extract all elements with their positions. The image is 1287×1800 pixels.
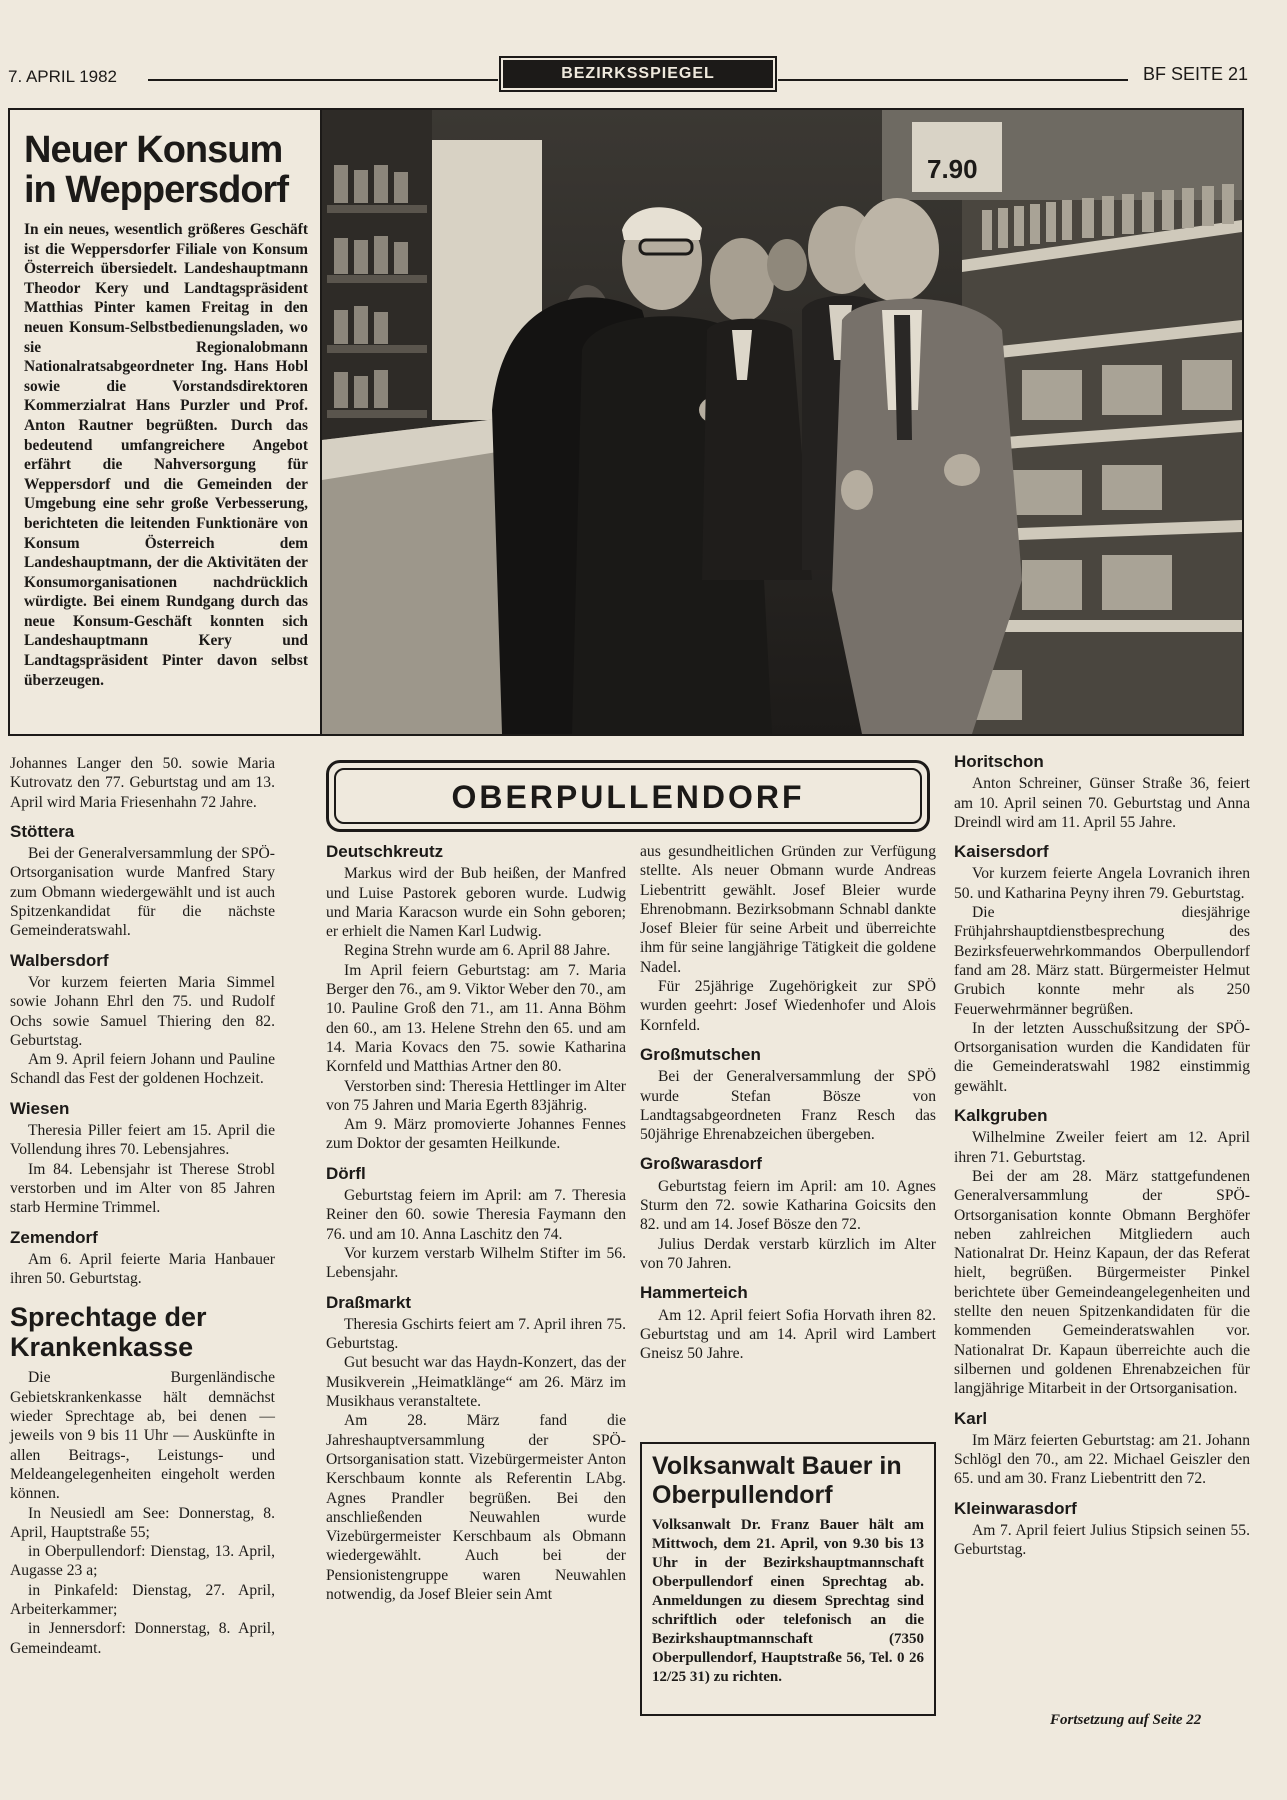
issue-date: 7. APRIL 1982 [8, 67, 118, 86]
paragraph: Im 84. Lebensjahr ist Therese Strobl verstorben und im Alter von 85 Jahren starb Hermine Trimmel. [10, 1160, 275, 1217]
heading-grossmutschen: Großmutschen [640, 1044, 761, 1064]
heading-walbersdorf: Walbersdorf [10, 950, 109, 970]
column-2 [326, 842, 626, 1604]
page-header [8, 58, 1248, 98]
paragraph: Theresia Gschirts feiert am 7. April ihren 75. Geburtstag. [326, 1315, 626, 1353]
paragraph: Am 28. März fand die Jahreshauptversammlung der SPÖ-Ortsorganisation statt. Vizebürgermeister Anton Kerschbaum konnte als Referentin LAbg. Agnes Prandler begrüßen. Bei den anschließenden Neuwahlen wurde Vizebürgermeister Kerschbaum als Obmann wiedergewählt. Auch bei der Pensionistengruppe waren Neuwahlen notwendig, da Josef Bleier sein Amt [326, 1412, 626, 1603]
paragraph: Julius Derdak verstarb kürzlich im Alter von 70 Jahren. [640, 1235, 936, 1272]
heading-zemendorf: Zemendorf [10, 1227, 98, 1247]
lead-body: In ein neues, wesentlich größeres Geschäft ist die Weppersdorfer Filiale von Konsum Österreich übersiedelt. Landeshauptmann Theodor Kery und Landtagspräsident Matthias Pinter kamen Freitag in den neuen Konsum-Selbstbedienungsladen, wo sie Regionalobmann Nationalratsabgeordneter Ing. Hans Hobl sowie die Vorstandsdirektoren Kommerzialrat Hans Purzler und Prof. Anton Rautner begrüßten. Durch das bedeutend umfangreichere Angebot erfährt die Nahversorgung für Weppersdorf und die Gemeinden der Umgebung eine sehr große Verbesserung, berichteten die leitenden Funktionäre von Konsum Österreich dem Landeshauptmann, der die Aktivitäten der Konsumorganisationen nachdrücklich würdigte. Bei einem Rundgang durch das neue Konsum-Geschäft konnten sich Landeshauptmann Kery und Landtagspräsident Pinter davon selbst überzeugen. [24, 221, 308, 689]
paragraph: Am 6. April feierte Maria Hanbauer ihren 50. Geburtstag. [10, 1250, 275, 1288]
paragraph: Die Burgenländische Gebietskrankenkasse hält demnächst wieder Sprechtage ab, bei denen — jeweils von 9 bis 11 Uhr — Auskünfte in allen Beitrags-, Leistungs- und Meldeangelegenheiten eingeholt werden können. [10, 1369, 275, 1503]
paragraph: Bei der am 28. März stattgefundenen Generalversammlung der SPÖ-Ortsorganisation konnte Obmann Berghöfer neben zahlreichen Mitgliedern auch Nationalrat Dr. Heinz Kapaun, der das Referat hielt, begrüßen. Bürgermeister Pinkel berichtete über Gemeindeangelegenheiten und stellte den neuen Spitzenkandidaten für die kommenden Gemeinderatswahlen vor. Nationalrat Dr. Kapaun überreichte auch die silbernen und goldenen Ehrenabzeichen für langjährige Mitarbeit in der Ortsorganisation. [954, 1167, 1250, 1398]
paragraph: Vor kurzem feierte Angela Lovranich ihren 50. und Katharina Peyny ihren 79. Geburtstag. [954, 865, 1250, 902]
heading-kalkgruben: Kalkgruben [954, 1106, 1048, 1126]
col1-intro: Johannes Langer den 50. sowie Maria Kutrovatz den 77. Geburtstag und am 13. April wird Maria Friesenhahn 72 Jahre. [10, 755, 275, 811]
paragraph: in Jennersdorf: Donnerstag, 8. April, Gemeindeamt. [10, 1620, 275, 1657]
paragraph: Die diesjährige Frühjahrshauptdienstbesprechung des Bezirksfeuerwehrkommandos Oberpullendorf fand am 28. März statt. Bürgermeister Helmut Grubich konnte mehr als 250 Feuerwehrmänner begrüßen. [954, 904, 1250, 1018]
heading-grosswarasdorf: Großwarasdorf [640, 1154, 762, 1174]
column-3 [640, 842, 936, 1363]
lead-article [10, 110, 322, 734]
volksanwalt-box [640, 1442, 936, 1716]
banner-title: OBERPULLENDORF [334, 768, 922, 824]
heading-horitschon: Horitschon [954, 752, 1044, 771]
paragraph: in Oberpullendorf: Dienstag, 13. April, Augasse 23 a; [10, 1543, 275, 1580]
paragraph: Geburtstag feiern im April: am 10. Agnes Sturm den 72. sowie Katharina Goicsits den 82. und am 14. Josef Bösze den 72. [640, 1177, 936, 1234]
heading-karl: Karl [954, 1408, 988, 1428]
header-rule-left [148, 79, 498, 81]
oberpullendorf-banner [326, 760, 930, 832]
store-photo-image [322, 110, 1242, 734]
paragraph: Vor kurzem verstarb Wilhelm Stifter im 56. Lebensjahr. [326, 1244, 626, 1282]
paragraph: Im April feiern Geburtstag: am 7. Maria Berger den 76., am 9. Viktor Weber den 70., am 10. Pauline Groß den 71., am 11. Anna Böhm den 60., am 13. Helene Strehn den 65. und am 14. Maria Kovacs den 75. sowie Katharina Kornfeld und Matthias Artner den 80. [326, 961, 626, 1076]
paragraph: Bei der Generalversammlung der SPÖ wurde Stefan Bösze von Landtagsabgeordneten Franz Resch das 50jährige Ehrenabzeichen übergeben. [640, 1068, 936, 1144]
heading-stoettera: Stöttera [10, 821, 75, 841]
paragraph: Am 12. April feiert Sofia Horvath ihren 82. Geburtstag und am 14. April wird Lambert Gneisz 50 Jahre. [640, 1306, 936, 1363]
paragraph: Markus wird der Bub heißen, der Manfred und Luise Pastorek geboren wurde. Ludwig und Maria Karacson wurde ein Sohn geboren; er erhielt die Namen Karl Ludwig. [326, 865, 626, 941]
paragraph: Anton Schreiner, Günser Straße 36, feiert am 10. April seinen 70. Geburtstag und Anna Dreindl wird am 11. April 55 Jahre. [954, 775, 1250, 831]
page-number: BF SEITE 21 [1142, 64, 1248, 84]
paragraph: Bei der Generalversammlung der SPÖ-Ortsorganisation wurde Manfred Stary zum Obmann wiedergewählt und ist auch Spitzenkandidat für die nächste Gemeinderatswahl. [10, 845, 275, 940]
column-4 [954, 752, 1250, 1560]
price-sign-text: 7.90 [927, 154, 978, 184]
lead-story-box [8, 108, 1244, 736]
paragraph: Gut besucht war das Haydn-Konzert, das der Musikverein „Heimatklänge“ am 26. März im Musikhaus veranstaltete. [326, 1354, 626, 1411]
heading-wiesen: Wiesen [10, 1098, 70, 1118]
paragraph: Geburtstag feiern im April: am 7. Theresia Reiner den 60. sowie Theresia Faymann den 76. und am 10. Anna Laschitz den 74. [326, 1187, 626, 1243]
paragraph: aus gesundheitlichen Gründen zur Verfügung stellte. Als neuer Obmann wurde Andreas Liebentritt gewählt. Josef Bleier wurde Ehrenobmann. Bezirksobmann Schnabl dankte Josef Bleier für seine Arbeit und überreichte ihm für seine langjährige Tätigkeit die goldene Nadel. [640, 843, 936, 976]
heading-deutschkreutz: Deutschkreutz [326, 842, 444, 861]
heading-doerfl: Dörfl [326, 1163, 366, 1183]
heading-drassmarkt: Draßmarkt [326, 1292, 412, 1312]
paragraph: In der letzten Ausschußsitzung der SPÖ-Ortsorganisation wurden die Kandidaten für die Gemeinderatswahl 1982 einstimmig gewählt. [954, 1019, 1250, 1095]
paragraph: Im März feierten Geburtstag: am 21. Johann Schlögl den 70., am 22. Michael Geiszler den 65. und am 30. Franz Liebentritt den 72. [954, 1431, 1250, 1488]
paragraph: Am 9. April feiern Johann und Pauline Schandl das Fest der goldenen Hochzeit. [10, 1051, 275, 1088]
lead-headline: Neuer Konsum in Weppersdorf [24, 129, 288, 211]
paragraph: Wilhelmine Zweiler feiert am 12. April ihren 71. Geburtstag. [954, 1129, 1250, 1166]
continuation-note: Fortsetzung auf Seite 22 [1050, 1712, 1202, 1728]
store-photo [322, 110, 1242, 734]
paragraph: Verstorben sind: Theresia Hettlinger im Alter von 75 Jahren und Maria Egerth 83jährig. [326, 1077, 626, 1114]
heading-kaisersdorf: Kaisersdorf [954, 842, 1049, 862]
paragraph: Am 7. April feiert Julius Stipsich seinen 55. Geburtstag. [954, 1521, 1250, 1559]
paragraph: In Neusiedl am See: Donnerstag, 8. April, Hauptstraße 55; [10, 1504, 275, 1541]
paragraph: Für 25jährige Zugehörigkeit zur SPÖ wurden geehrt: Josef Wiedenhofer und Alois Kornfeld. [640, 978, 936, 1034]
paragraph: Theresia Piller feiert am 15. April die Vollendung ihres 70. Lebensjahres. [10, 1122, 275, 1159]
heading-sprechtage: Sprechtage der Krankenkasse [10, 1302, 207, 1363]
volksanwalt-title: Volksanwalt Bauer in Oberpullendorf [652, 1452, 902, 1509]
section-title: BEZIRKSSPIEGEL [503, 60, 773, 88]
heading-kleinwarasdorf: Kleinwarasdorf [954, 1498, 1077, 1518]
paragraph: Am 9. März promovierte Johannes Fennes zum Doktor der gesamten Heilkunde. [326, 1116, 626, 1153]
header-rule-right [778, 79, 1128, 81]
volksanwalt-body: Volksanwalt Dr. Franz Bauer hält am Mittwoch, dem 21. April, von 9.30 bis 13 Uhr in der Bezirkshauptmannschaft Oberpullendorf einen Sprechtag ab. Anmeldungen zu diesem Sprechtag sind schriftlich oder telefonisch an die Bezirkshauptmannschaft (7350 Oberpullendorf, Hauptstraße 56, Tel. 0 26 12/25 31) zu richten. [652, 1517, 924, 1685]
paragraph: Vor kurzem feierten Maria Simmel sowie Johann Ehrl den 75. und Rudolf Ochs sowie Samuel Thiering den 82. Geburtstag. [10, 973, 275, 1049]
paragraph: Regina Strehn wurde am 6. April 88 Jahre. [344, 942, 611, 960]
column-1 [10, 754, 275, 1658]
heading-hammerteich: Hammerteich [640, 1283, 748, 1303]
paragraph: in Pinkafeld: Dienstag, 27. April, Arbeiterkammer; [10, 1581, 275, 1618]
